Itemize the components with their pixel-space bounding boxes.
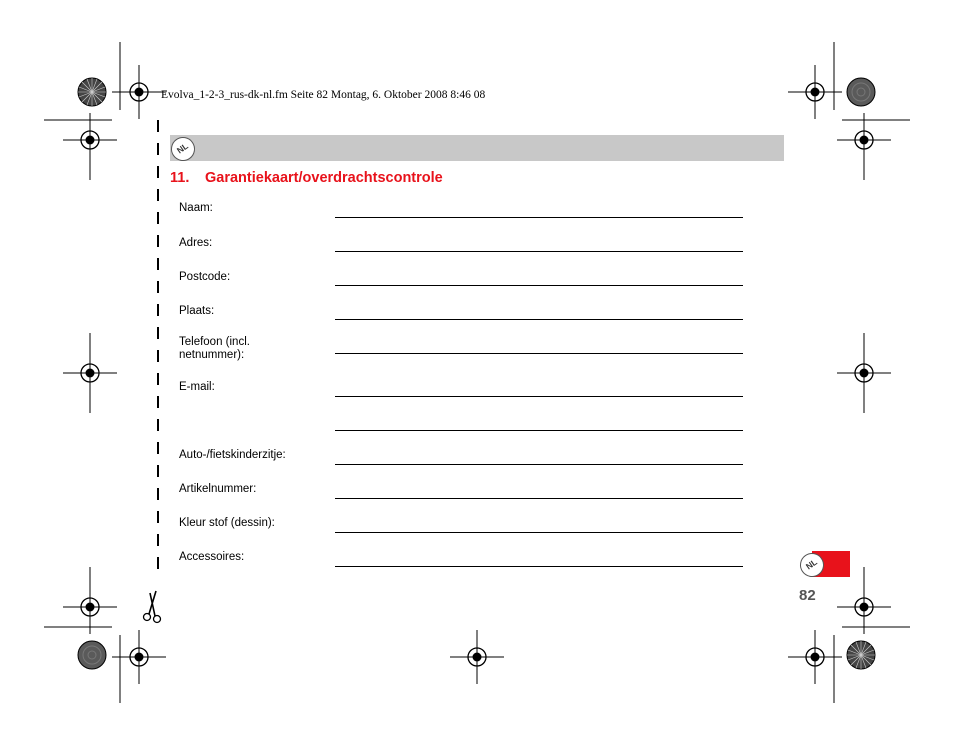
cut-line-dash [157,304,159,316]
field-label-artikelnummer: Artikelnummer: [179,483,257,495]
cut-line-dash [157,327,159,339]
field-label-kleur: Kleur stof (dessin): [179,517,275,529]
cut-line-dash [157,373,159,385]
section-title-text: Garantiekaart/overdrachtscontrole [205,170,443,186]
field-label-naam: Naam: [179,202,213,214]
field-label-accessoires: Accessoires: [179,551,245,563]
field-line-naam[interactable] [335,217,743,218]
cut-line-dash [157,143,159,155]
cut-line-dash [157,442,159,454]
field-line-accessoires[interactable] [335,566,743,567]
cut-line-dash [157,120,159,132]
cut-line-dash [157,166,159,178]
cut-line-dash [157,189,159,201]
cut-line-dash [157,419,159,431]
field-line-artikelnummer[interactable] [335,498,743,499]
cut-line-dash [157,212,159,224]
cut-line-dash [157,235,159,247]
field-line-telefoon[interactable] [335,353,743,354]
file-info: Evolva_1-2-3_rus-dk-nl.fm Seite 82 Montag, 6. Oktober 2008 8:46 08 [161,89,486,101]
field-label-adres: Adres: [179,237,213,249]
cut-line-dash [157,488,159,500]
field-label-kinderzitje: Auto-/fietskinderzitje: [179,449,286,461]
cut-line-dash [157,534,159,546]
field-line-extra[interactable] [335,430,743,431]
field-label-plaats: Plaats: [179,305,215,317]
field-line-kleur[interactable] [335,532,743,533]
field-line-postcode[interactable] [335,285,743,286]
cut-line-dash [157,281,159,293]
section-title [170,170,443,186]
language-badge-bottom: NL [795,548,828,581]
language-badge: NL [166,132,199,165]
section-number: 11. [170,170,190,186]
field-line-kinderzitje[interactable] [335,464,743,465]
field-line-plaats[interactable] [335,319,743,320]
cut-line-dash [157,396,159,408]
cut-line-dash [157,557,159,569]
cut-line-dash [157,350,159,362]
field-label-postcode: Postcode: [179,271,231,283]
cut-line [157,120,159,640]
field-line-adres[interactable] [335,251,743,252]
cut-line-dash [157,511,159,523]
cut-line-dash [157,258,159,270]
cut-line-dash [157,465,159,477]
field-line-email[interactable] [335,396,743,397]
field-label-telefoon: Telefoon (incl. netnummer): [179,336,250,361]
language-band [170,135,784,161]
field-label-email: E-mail: [179,381,215,393]
page-number: 82 [799,587,816,604]
